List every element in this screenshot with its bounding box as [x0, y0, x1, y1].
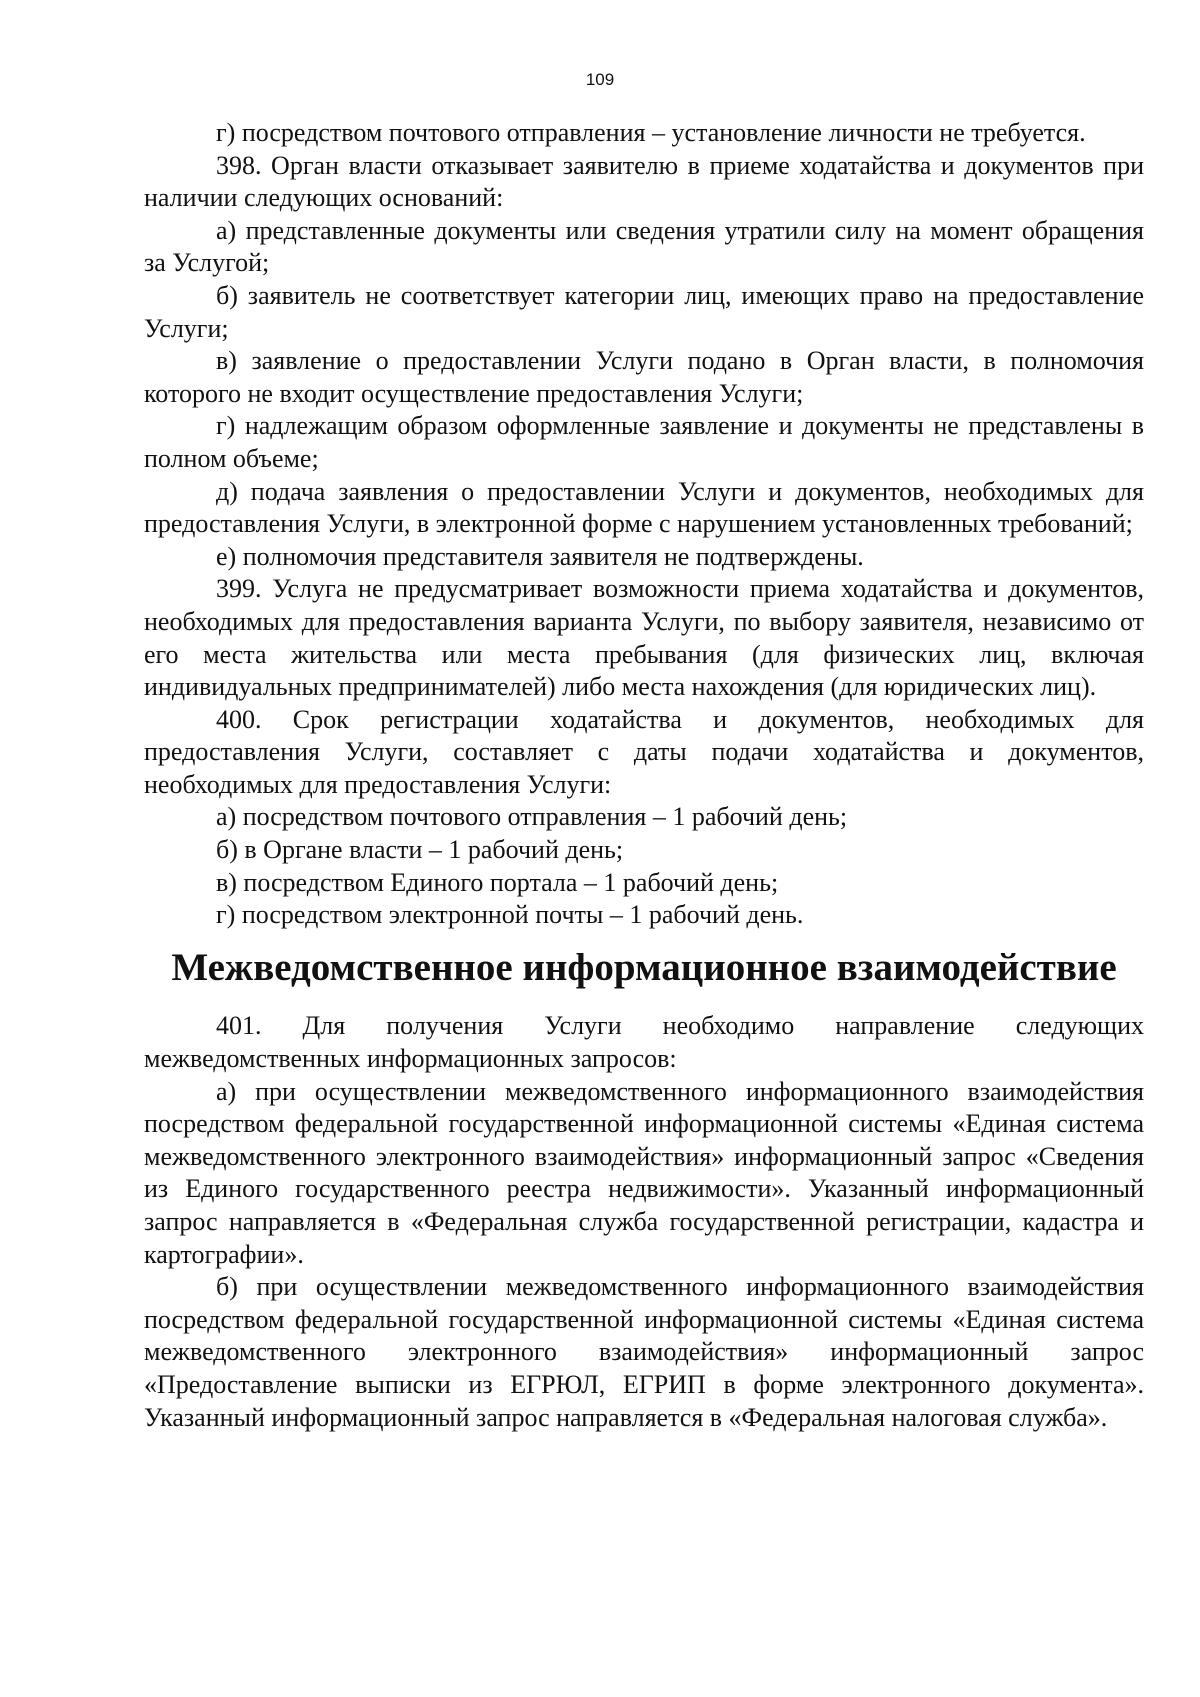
paragraph: е) полномочия представителя заявителя не подтверждены. — [216, 541, 864, 571]
paragraph: б) заявитель не соответствует категории лиц, имеющих право на предоставление Услуги; — [144, 280, 1144, 343]
paragraph: б) при осуществлении межведомственного информационного взаимодействия посредством федеральной государственной информационной системы «Единая система межведомственного электронного взаимодействия» информационный запрос «Предоставление выписки из ЕГРЮЛ, ЕГРИП в форме электронного документа». Указанный информационный запрос направляется в «Федеральная налоговая служба». — [144, 1272, 1144, 1432]
paragraph: а) представленные документы или сведения утратили силу на момент обращения за Услугой; — [144, 215, 1144, 278]
section-heading: Межведомственное информационное взаимодействие — [171, 945, 1117, 989]
paragraph: 399. Услуга не предусматривает возможности приема ходатайства и документов, необходимых для предоставления варианта Услуги, по выбору заявителя, независимо от его места жительства или места пребывания (для физических лиц, включая индивидуальных предпринимателей) либо места нахождения (для юридических лиц). — [144, 574, 1144, 702]
paragraph: 401. Для получения Услуги необходимо направление следующих межведомственных информационных запросов: — [144, 1011, 1144, 1074]
paragraph: 398. Орган власти отказывает заявителю в приеме ходатайства и документов при наличии следующих оснований: — [144, 150, 1144, 213]
paragraph: г) посредством электронной почты – 1 рабочий день. — [216, 900, 804, 930]
paragraph: г) посредством почтового отправления – установление личности не требуется. — [216, 118, 1086, 147]
paragraph: а) при осуществлении межведомственного информационного взаимодействия посредством федеральной государственной информационной системы «Единая система межведомственного электронного взаимодействия» информационный запрос «Сведения из Единого государственного реестра недвижимости». Указанный информационный запрос направляется в «Федеральная служба государственной регистрации, кадастра и картографии». — [144, 1076, 1144, 1269]
paragraph: в) заявление о предоставлении Услуги подано в Орган власти, в полномочия которого не входит осуществление предоставления Услуги; — [144, 346, 1144, 408]
document-body — [144, 117, 1144, 1434]
paragraph: 400. Срок регистрации ходатайства и документов, необходимых для предоставления Услуги, составляет с даты подачи ходатайства и документов, необходимых для предоставления Услуги: — [144, 704, 1144, 799]
paragraph: г) надлежащим образом оформленные заявление и документы не представлены в полном объеме; — [144, 411, 1144, 473]
paragraph: д) подача заявления о предоставлении Услуги и документов, необходимых для предоставления Услуги, в электронной форме с нарушением установленных требований; — [144, 476, 1144, 539]
page-number: 109 — [585, 70, 615, 89]
paragraph: б) в Органе власти – 1 рабочий день; — [216, 835, 624, 865]
paragraph: в) посредством Единого портала – 1 рабочий день; — [216, 867, 779, 897]
paragraph: а) посредством почтового отправления – 1 рабочий день; — [216, 802, 848, 832]
